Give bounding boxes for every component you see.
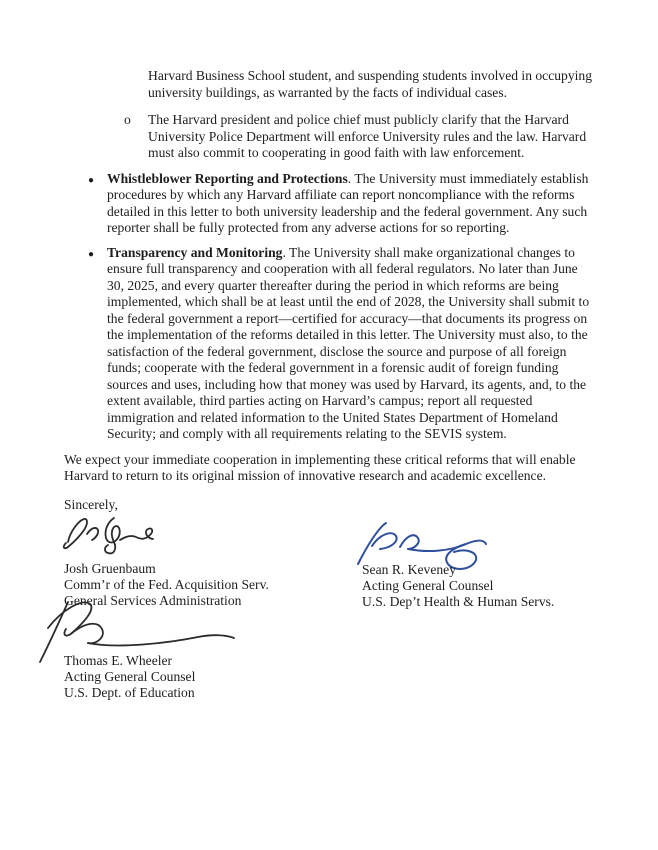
signer-org: U.S. Dep’t Health & Human Servs. xyxy=(362,594,555,609)
signer-title: Acting General Counsel xyxy=(362,578,494,593)
bullet-transparency-text xyxy=(107,245,598,443)
bullet-transparency xyxy=(88,245,598,443)
bullet-whistleblower-title: Whistleblower Reporting and Protections xyxy=(107,170,348,186)
signer-title: Acting General Counsel xyxy=(64,669,196,684)
bullet-transparency-title: Transparency and Monitoring xyxy=(107,244,283,260)
valediction: Sincerely, xyxy=(64,497,118,512)
signer-name: Josh Gruenbaum xyxy=(64,561,156,576)
signer-name: Sean R. Keveney xyxy=(362,562,456,577)
paragraph-closing: We expect your immediate cooperation in implementing these critical reforms that will enable Harvard to return to its original mission of innovative research and academic excellence. xyxy=(64,451,576,483)
josh-gruenbaum-signature-icon xyxy=(58,514,160,560)
signature-block-sean-keveney xyxy=(362,562,554,610)
bullet-marker: ● xyxy=(88,248,95,260)
bullet-transparency-body: . The University shall make organizational changes to ensure full transparency and cooperation with all federal regulators. No later than June 30, 2025, and every quarter thereafter during the period in which reforms are being implemented, which shall be at least until the end of 2028, the University shall submit to the federal government a report—certified for accuracy—that documents its progress on the implementation of the reforms detailed in this letter. The University must also, to the satisfaction of the federal government, disclose the source and purpose of all foreign funds; cooperate with the federal government in a forensic audit of foreign funding sources and uses, including how that money was used by Harvard, its agents, and, to the extent available, third parties acting on Harvard’s campus; report all requested immigration and related information to the United States Department of Homeland Security; and comply with all requirements relating to the SEVIS system. xyxy=(107,244,590,441)
bullet-marker: ● xyxy=(88,174,95,186)
signer-name: Thomas E. Wheeler xyxy=(64,653,173,668)
signer-title: Comm’r of the Fed. Acquisition Serv. xyxy=(64,577,269,592)
bullet-whistleblower-text xyxy=(107,171,598,237)
signer-org: General Services Administration xyxy=(64,593,242,608)
signature-block-thomas-wheeler xyxy=(64,653,195,701)
signer-org: U.S. Dept. of Education xyxy=(64,685,195,700)
sub-bullet-police-clarification xyxy=(124,112,592,162)
sub-bullet-marker: o xyxy=(124,112,131,127)
sub-bullet-text: The Harvard president and police chief must publicly clarify that the Harvard University Police Department will enforce University rules and the law. Harvard must also commit to cooperating in good faith with law enforcement. xyxy=(148,112,587,160)
paragraph-continuation: Harvard Business School student, and suspending students involved in occupying university buildings, as warranted by the facts of individual cases. xyxy=(148,68,593,100)
bullet-whistleblower-body: . The University must immediately establish procedures by which any Harvard affiliate can report noncompliance with the reforms detailed in this letter to both university leadership and the federal government. Any such reporter shall be fully protected from any adverse actions for so reporting. xyxy=(107,170,589,235)
bullet-whistleblower xyxy=(88,171,598,237)
